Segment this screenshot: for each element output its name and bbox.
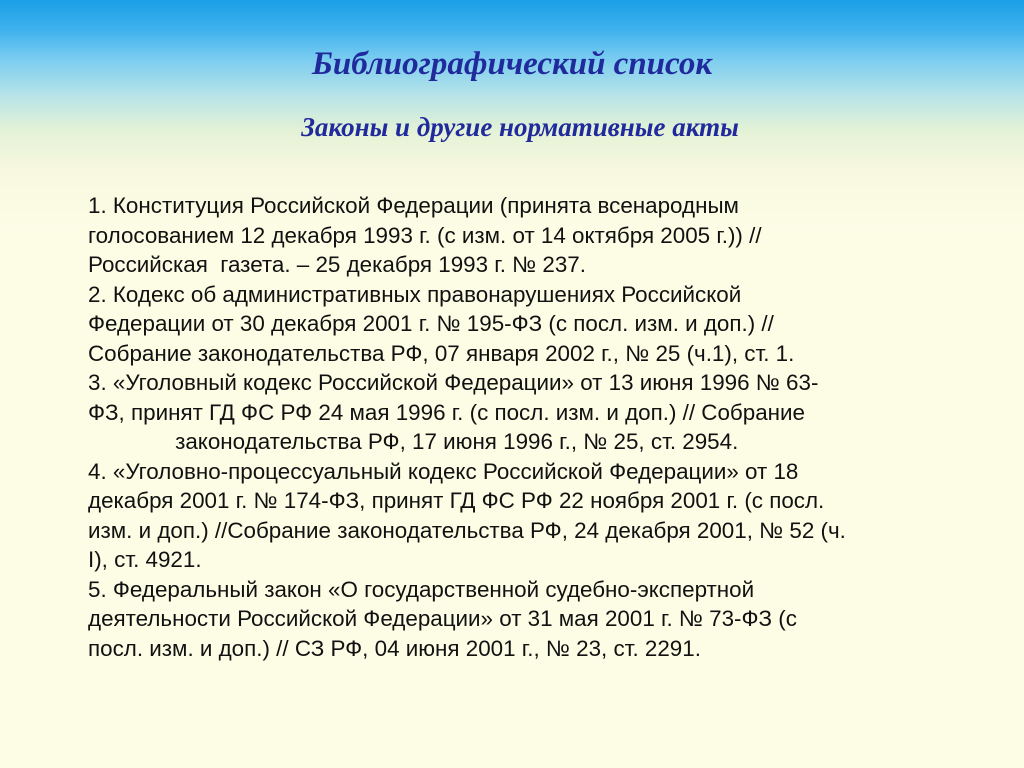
entry-line: Российская газета. – 25 декабря 1993 г. № 237. [88, 252, 586, 277]
slide-title: Библиографический список [311, 46, 713, 82]
bibliography-list [88, 191, 948, 663]
entry-line: 2. Кодекс об административных правонарушениях Российской [88, 281, 742, 307]
bibliography-entry-3 [88, 368, 948, 457]
entry-line: Собрание законодательства РФ, 07 января 2002 г., № 25 (ч.1), ст. 1. [88, 340, 795, 366]
entry-line: голосованием 12 декабря 1993 г. (с изм. от 14 октября 2005 г.)) // [88, 222, 762, 248]
entry-line: I), ст. 4921. [88, 547, 202, 572]
entry-line: 5. Федеральный закон «О государственной судебно-экспертной [88, 576, 755, 602]
bibliography-entry-2 [88, 280, 948, 369]
bibliography-entry-4 [88, 457, 948, 575]
entry-line: 3. «Уголовный кодекс Российской Федерации» от 13 июня 1996 № 63- [88, 370, 819, 395]
entry-line: 4. «Уголовно-процессуальный кодекс Российской Федерации» от 18 [88, 458, 799, 484]
entry-line: 1. Конституция Российской Федерации (принята всенародным [88, 193, 739, 218]
entry-line: ФЗ, принят ГД ФС РФ 24 мая 1996 г. (с посл. изм. и доп.) // Собрание [88, 399, 805, 425]
entry-line: деятельности Российской Федерации» от 31 мая 2001 г. № 73-ФЗ (с [88, 606, 797, 631]
entry-line: изм. и доп.) //Собрание законодательства РФ, 24 декабря 2001, № 52 (ч. [88, 517, 846, 543]
bibliography-entry-5 [88, 575, 948, 664]
entry-line: законодательства РФ, 17 июня 1996 г., № 25, ст. 2954. [88, 429, 739, 454]
slide-subtitle: Законы и другие нормативные акты [301, 112, 739, 142]
bibliography-entry-1 [88, 191, 948, 280]
entry-line: Федерации от 30 декабря 2001 г. № 195-ФЗ (с посл. изм. и доп.) // [88, 311, 774, 336]
entry-line: декабря 2001 г. № 174-ФЗ, принят ГД ФС РФ 22 ноября 2001 г. (с посл. [88, 488, 825, 513]
entry-line: посл. изм. и доп.) // СЗ РФ, 04 июня 2001 г., № 23, ст. 2291. [88, 635, 701, 661]
